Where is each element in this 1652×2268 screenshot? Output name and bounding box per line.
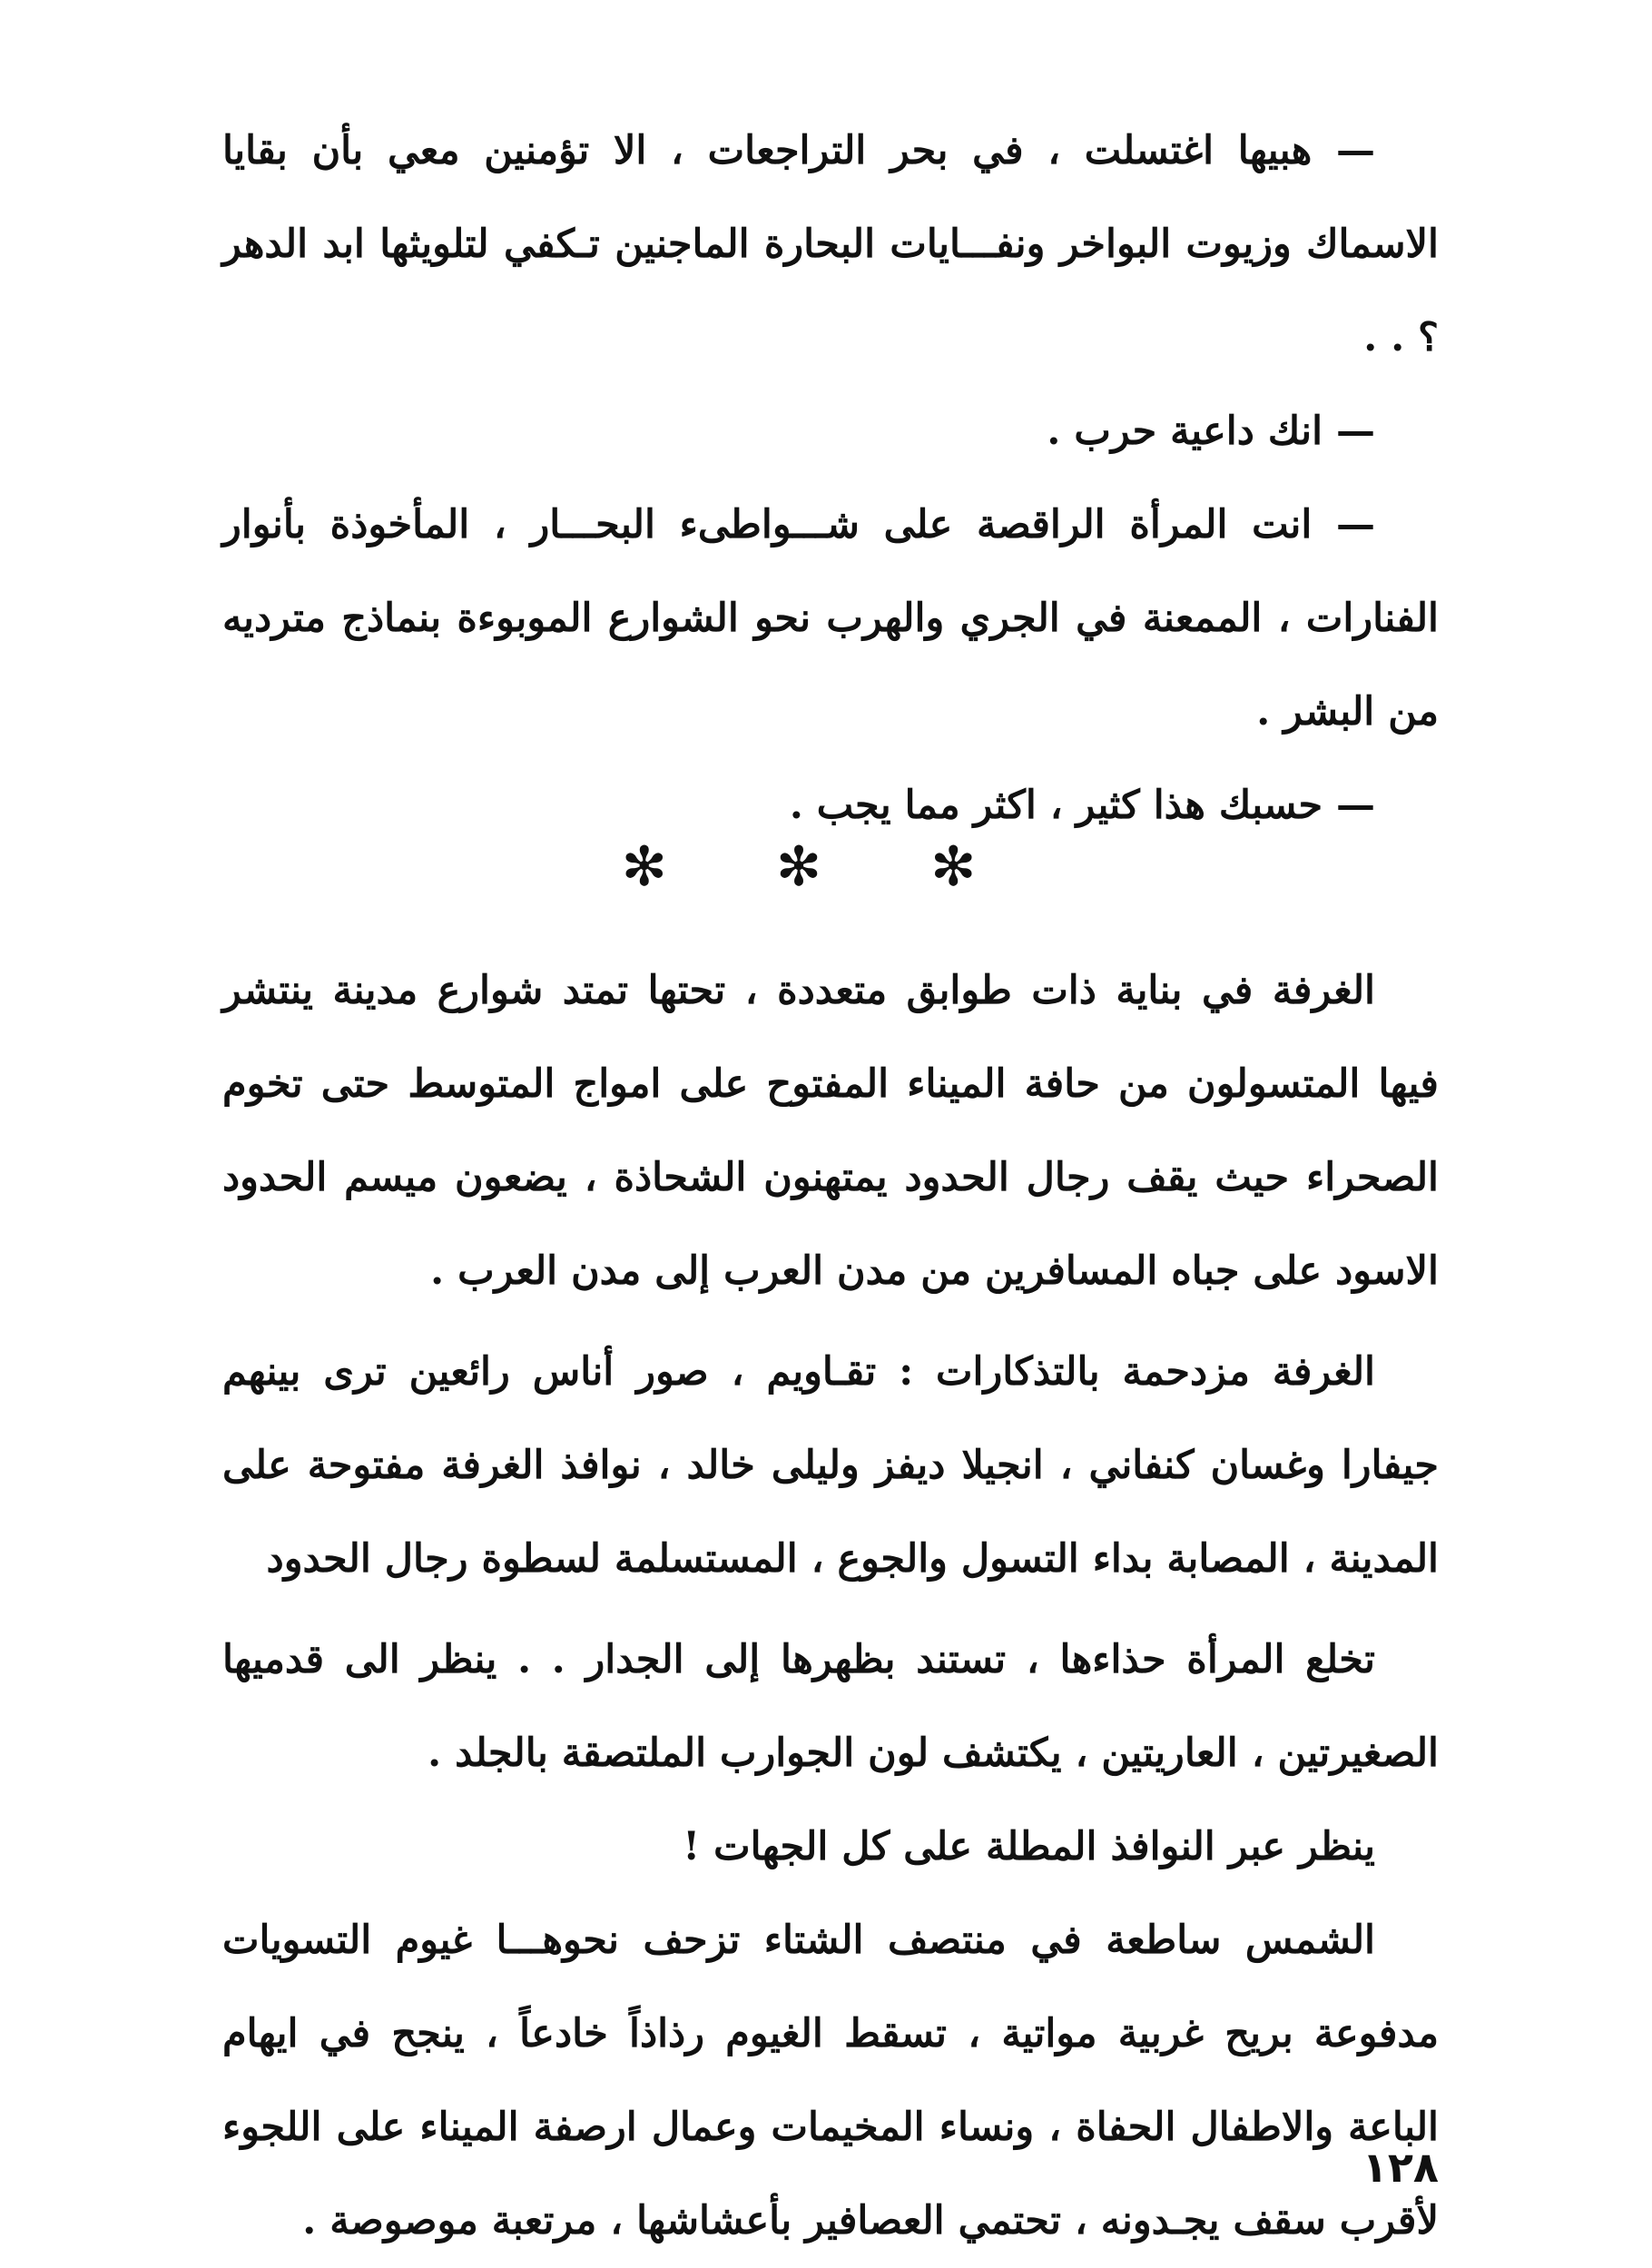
narrative-paragraph-3: تخلع المرأة حذاءها ، تستند بظهرها إلى الجدار . . ينظر الى قدميها الصغيرتين ، العاريتين ، يكتشف لون الجوارب الملتصقة بالجلد . <box>222 1637 1439 1776</box>
narrative-section <box>222 944 1439 2268</box>
narrative-paragraph-1: الغرفة في بناية ذات طوابق متعددة ، تحتها تمتد شوارع مدينة ينتشر فيها المتسولون من حافة الميناء المفتوح على امواج المتوسط حتى تخوم الصحراء حيث يقف رجال الحدود يمتهنون الشحاذة ، يضعون ميسم الحدود الاسود على جباه المسافرين من مدن العرب إلى مدن العرب . <box>222 968 1439 1294</box>
asterisk-icon: ✻ <box>775 835 877 899</box>
page-number: ١٢٨ <box>1362 2143 1439 2192</box>
asterisk-icon: ✻ <box>930 835 1031 899</box>
dialogue-line-4: — حسبك هذا كثير ، اكثر مما يجب . <box>789 783 1375 828</box>
narrative-paragraph-5: الشمس ساطعة في منتصف الشتاء تزحف نحوهـــا غيوم التسويات مدفوعة بريح غربية مواتية ، تسقط الغيوم رذاذاً خادعاً ، ينجح في ايهام الباعة والاطفال الحفاة ، ونساء المخيمات وعمال ارصفة الميناء على اللجوء لأقرب سقف يجـدونه ، تحتمي العصافير بأعشاشها ، مرتعبة موصوصة . <box>222 1918 1439 2243</box>
narrative-paragraph-4: ينظر عبر النوافذ المطلة على كل الجهات ! <box>683 1824 1375 1869</box>
narrative-paragraph-2: الغرفة مزدحمة بالتذكارات : تقـاويم ، صور أناس رائعين ترى بينهم جيفارا وغسان كنفاني ، انجيلا ديفز وليلى خالد ، نوافذ الغرفة مفتوحة على المدينة ، المصابة بداء التسول والجوع ، المستسلمة لسطوة رجال الحدود <box>222 1349 1439 1582</box>
section-separator <box>0 835 1652 899</box>
dialogue-section <box>222 104 1439 853</box>
asterisk-icon: ✻ <box>621 835 722 899</box>
dialogue-line-2: — انك داعية حرب . <box>1047 409 1375 454</box>
dialogue-line-3: — انت المرأة الراقصة على شـــواطىء البحـــار ، المأخوذة بأنوار الفنارات ، الممعنة في الجري والهرب نحو الشوارع الموبوءة بنماذج مترديه من البشر . <box>222 502 1439 735</box>
dialogue-line-1: — هبيها اغتسلت ، في بحر التراجعات ، الا تؤمنين معي بأن بقايا الاسماك وزيوت البواخر ونفـــايات البحارة الماجنين تـكفي لتلويثها ابد الدهر ؟ . . <box>222 128 1439 360</box>
